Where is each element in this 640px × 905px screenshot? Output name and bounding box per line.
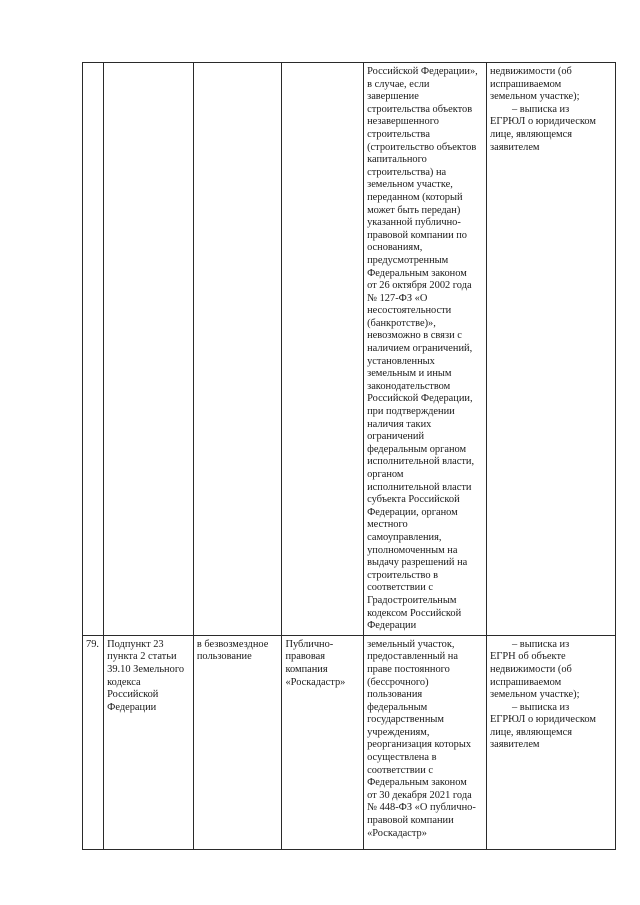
text-line: несостоятельности: [367, 305, 452, 317]
text-line: государственным: [367, 714, 444, 726]
text-line: Градостроительным: [367, 594, 457, 606]
text-line: строительства: [367, 128, 430, 140]
conditions-cell: [364, 63, 487, 636]
legal-basis: Подпункт 23 пункта 2 статьи 39.10 Земельного кодекса Российской Федерации: [107, 638, 185, 713]
text-line: при подтверждении: [367, 406, 455, 418]
text-line: исполнительной власти,: [367, 456, 475, 468]
text-line: пользования: [367, 689, 423, 701]
text-line: Российской Федерации»,: [367, 66, 478, 77]
text-line: уполномоченным на: [367, 544, 458, 556]
text-line: праве постоянного: [367, 663, 450, 675]
text-line: «Роскадастр»: [367, 827, 427, 839]
text-line: земельный участок,: [367, 638, 455, 650]
row-number: 79.: [86, 638, 99, 650]
text-line: № 448-ФЗ «О публично-: [367, 802, 476, 814]
text-line: завершение: [367, 91, 419, 103]
document-line: ЕГРЮЛ о юридическом: [490, 116, 596, 128]
documents-cell: [487, 635, 616, 849]
text-line: федеральным органом: [367, 443, 467, 455]
text-line: в случае, если: [367, 78, 430, 90]
land-provision-table: [82, 62, 616, 850]
text-line: федеральным: [367, 701, 428, 713]
conditions-text: [367, 66, 483, 633]
text-line: самоуправления,: [367, 531, 442, 543]
text-line: незавершенного: [367, 116, 439, 128]
document-line: ЕГРН об объекте: [490, 651, 566, 663]
text-line: Федерации: [367, 620, 417, 632]
documents-text: [490, 66, 612, 154]
text-line: может быть передан): [367, 204, 461, 216]
text-line: наличия таких: [367, 418, 432, 430]
legal-basis-cell: [104, 63, 194, 636]
document-line: лице, являющемся: [490, 128, 572, 140]
text-line: законодательством: [367, 380, 451, 392]
text-line: Федерации, органом: [367, 506, 458, 518]
text-line: земельном участке,: [367, 179, 453, 191]
company-cell: [282, 63, 364, 636]
conditions-text: [367, 639, 483, 841]
text-line: предусмотренным: [367, 254, 449, 266]
table-row: [83, 635, 616, 849]
text-line: субъекта Российской: [367, 494, 460, 506]
text-line: осуществлена в: [367, 752, 437, 764]
text-line: реорганизация которых: [367, 739, 472, 751]
document-line: испрашиваемом: [490, 676, 562, 688]
document-line: заявителем: [490, 141, 540, 153]
text-line: учреждениям,: [367, 726, 430, 738]
document-line: – выписка из: [512, 638, 570, 650]
document-line: – выписка из: [512, 103, 570, 115]
text-line: правовой компании: [367, 815, 454, 827]
text-line: строительства) на: [367, 166, 447, 178]
text-line: органом: [367, 469, 404, 480]
text-line: исполнительной власти: [367, 481, 472, 493]
text-line: от 26 октября 2002 года: [367, 280, 472, 292]
text-line: указанной публично-: [367, 217, 461, 229]
document-line: заявителем: [490, 739, 540, 751]
text-line: (строительство объектов: [367, 141, 477, 153]
document-line: испрашиваемом: [490, 78, 562, 90]
text-line: соответствии с: [367, 764, 434, 776]
text-line: (бессрочного): [367, 676, 429, 688]
text-line: № 127-ФЗ «О: [367, 292, 428, 304]
text-line: от 30 декабря 2021 года: [367, 789, 472, 801]
text-line: правовой компании по: [367, 229, 467, 241]
text-line: капитального: [367, 154, 427, 166]
company-cell: [282, 635, 364, 849]
text-line: невозможно в связи с: [367, 330, 462, 342]
text-line: Федеральным законом: [367, 267, 467, 279]
document-line: – выписка из: [512, 701, 570, 713]
documents-text: [490, 639, 612, 752]
text-line: местного: [367, 519, 408, 531]
text-line: выдачу разрешений на: [367, 557, 468, 569]
text-line: наличием ограничений,: [367, 343, 473, 355]
text-line: ограничений: [367, 431, 424, 443]
document-line: ЕГРЮЛ о юридическом: [490, 714, 596, 726]
row-number-cell: [83, 63, 104, 636]
document-line: земельном участке);: [490, 91, 580, 103]
legal-basis-cell: [104, 635, 194, 849]
document-line: недвижимости (об: [490, 663, 572, 675]
document-line: земельном участке);: [490, 689, 580, 701]
text-line: установленных: [367, 355, 435, 367]
text-line: кодексом Российской: [367, 607, 462, 619]
text-line: основаниям,: [367, 242, 423, 254]
text-line: строительство в: [367, 569, 439, 581]
company-name: Публично-правовая компания «Роскадастр»: [285, 638, 346, 688]
text-line: строительства объектов: [367, 103, 473, 115]
text-line: предоставленный на: [367, 651, 458, 663]
text-line: (банкротстве)»,: [367, 317, 436, 329]
conditions-cell: [364, 635, 487, 849]
text-line: переданном (который: [367, 191, 463, 203]
text-line: соответствии с: [367, 582, 434, 594]
table-row: [83, 63, 616, 636]
text-line: Федеральным законом: [367, 777, 467, 789]
documents-cell: [487, 63, 616, 636]
text-line: Российской Федерации,: [367, 393, 473, 405]
text-line: земельным и иным: [367, 368, 452, 380]
right-type-cell: [193, 635, 282, 849]
document-line: лице, являющемся: [490, 726, 572, 738]
row-number-cell: [83, 635, 104, 849]
right-type: в безвозмездное пользование: [196, 638, 269, 663]
right-type-cell: [193, 63, 282, 636]
document-line: недвижимости (об: [490, 66, 572, 77]
